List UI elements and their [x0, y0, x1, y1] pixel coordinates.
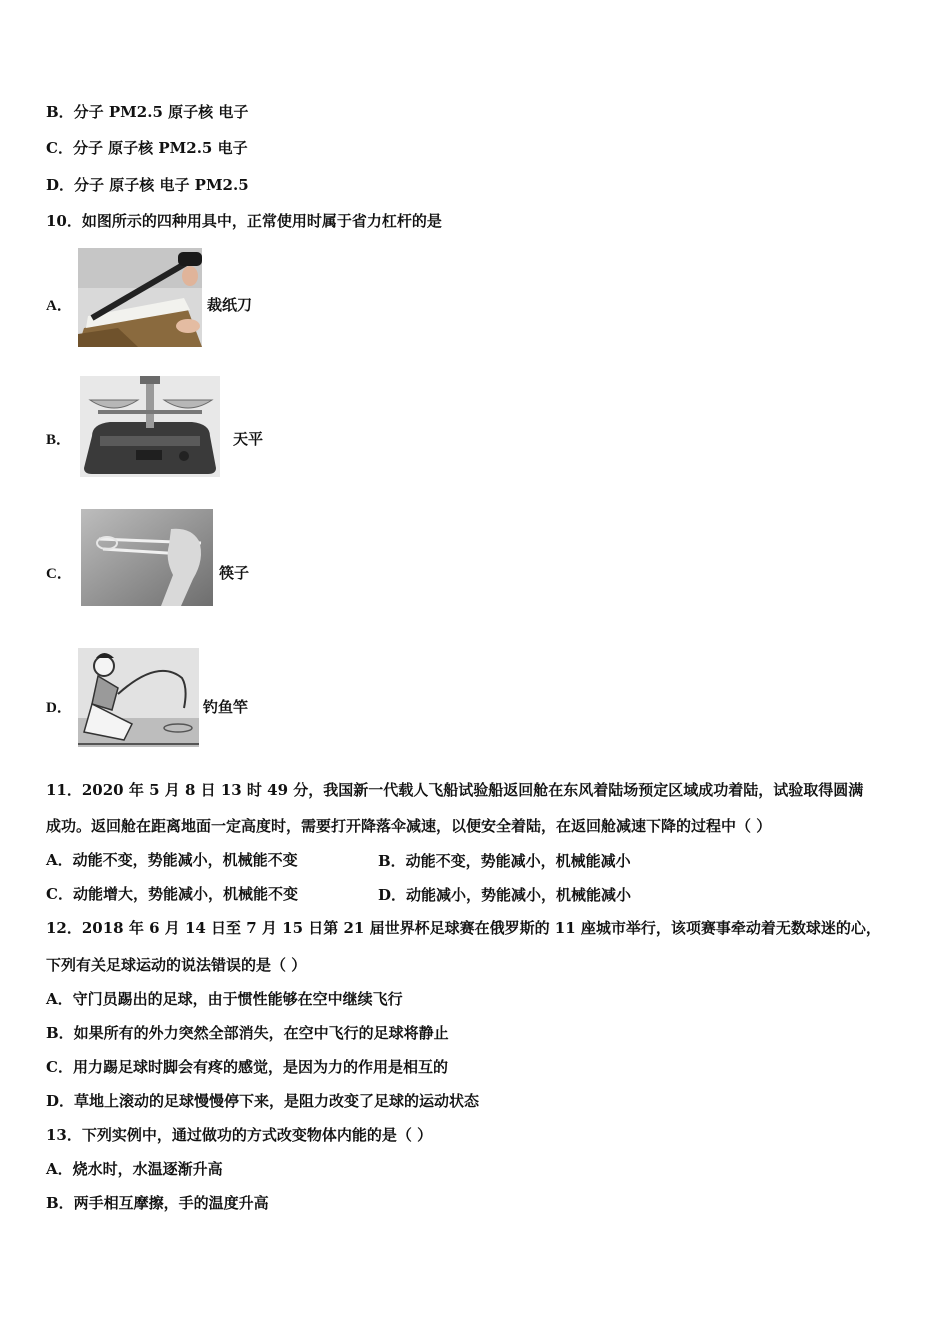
q10-option-d-caption: 钓鱼竿 [203, 698, 249, 716]
q11-option-b: B．动能不变，势能减小，机械能减小 [378, 852, 631, 870]
fishing-rod-image [78, 648, 199, 747]
q9-option-c: C．分子 原子核 PM2.5 电子 [46, 139, 248, 157]
q9-option-b: B．分子 PM2.5 原子核 电子 [46, 103, 249, 121]
q11-option-d: D．动能减小，势能减小，机械能减小 [378, 886, 632, 904]
q10-stem: 10．如图所示的四种用具中，正常使用时属于省力杠杆的是 [46, 212, 442, 230]
q13-option-a: A．烧水时，水温逐渐升高 [46, 1160, 223, 1178]
q10-option-a-label: A． [46, 298, 72, 314]
q13-stem: 13．下列实例中，通过做功的方式改变物体内能的是（ ） [46, 1126, 433, 1144]
q12-option-c: C．用力踢足球时脚会有疼的感觉，是因为力的作用是相互的 [46, 1058, 448, 1076]
q12-option-b: B．如果所有的外力突然全部消失，在空中飞行的足球将静止 [46, 1024, 449, 1042]
q10-option-b-label: B． [46, 432, 72, 448]
q10-option-a-caption: 裁纸刀 [207, 296, 253, 314]
q13-option-b: B．两手相互摩擦，手的温度升高 [46, 1194, 269, 1212]
q10-option-c-label: C． [46, 566, 72, 582]
q10-option-c-caption: 筷子 [219, 564, 250, 582]
q11-stem-line2: 成功。返回舱在距离地面一定高度时，需要打开降落伞减速，以便安全着陆，在返回舱减速下降的过程中（ ） [46, 817, 772, 835]
q11-option-a: A．动能不变，势能减小，机械能不变 [46, 851, 298, 869]
q11-option-c: C．动能增大，势能减小，机械能不变 [46, 885, 298, 903]
q11-stem-line1: 11．2020 年 5 月 8 日 13 时 49 分，我国新一代载人飞船试验船返回舱在东风着陆场预定区域成功着陆，试验取得圆满 [46, 781, 864, 799]
chopsticks-image [81, 509, 213, 606]
q12-stem-line2: 下列有关足球运动的说法错误的是（ ） [46, 956, 307, 974]
q12-option-a: A．守门员踢出的足球，由于惯性能够在空中继续飞行 [46, 990, 403, 1008]
paper-cutter-image [78, 248, 202, 347]
balance-scale-image [80, 376, 220, 477]
q10-option-d-label: D． [46, 700, 72, 716]
q9-option-d: D．分子 原子核 电子 PM2.5 [46, 176, 249, 194]
q12-stem-line1: 12．2018 年 6 月 14 日至 7 月 15 日第 21 届世界杯足球赛在俄罗斯的 11 座城市举行，该项赛事牵动着无数球迷的心， [46, 919, 881, 937]
q10-option-b-caption: 天平 [233, 430, 264, 448]
q12-option-d: D．草地上滚动的足球慢慢停下来，是阻力改变了足球的运动状态 [46, 1092, 480, 1110]
